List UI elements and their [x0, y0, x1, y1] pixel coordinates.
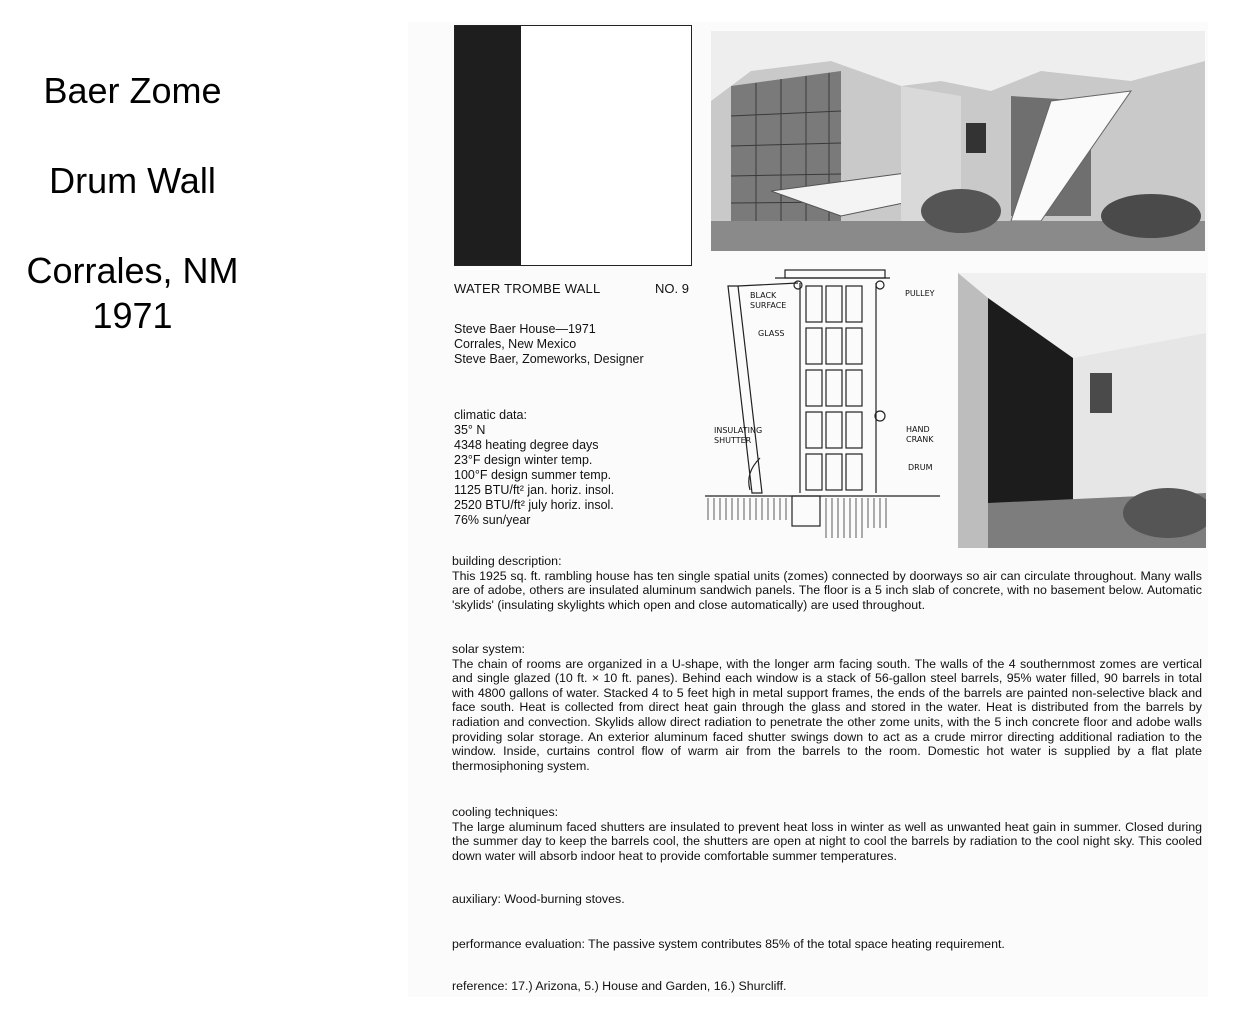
solar-system — [452, 642, 1202, 773]
label-shutter-2: SHUTTER — [714, 436, 752, 445]
slide-title-location: Corrales, NM — [26, 250, 239, 291]
solar-system-heading: solar system: — [452, 642, 525, 656]
reference-line: reference: 17.) Arizona, 5.) House and Garden, 16.) Shurcliff. — [452, 979, 787, 993]
label-black-surface-2: SURFACE — [750, 301, 787, 310]
climatic-item: 2520 BTU/ft² july horiz. insol. — [454, 498, 614, 512]
label-crank-2: CRANK — [906, 435, 934, 444]
building-description-text: This 1925 sq. ft. rambling house has ten single spatial units (zomes) connected by doorways so air can circulate throughout. Many walls are of adobe, others are insulated aluminum sandwich panels. The floor is a 5 inch slab of concrete, with no basement below. Automatic 'skylids' (insulating skylights which open and close automatically) are used throughout. — [452, 568, 1202, 612]
performance-line: performance evaluation: The passive system contributes 85% of the total space heating requirement. — [452, 937, 1005, 951]
sheet-number: NO. 9 — [655, 281, 689, 296]
credit-line: Steve Baer, Zomeworks, Designer — [454, 352, 644, 366]
label-glass: GLASS — [758, 329, 785, 338]
symbol-dark-bar — [455, 26, 521, 265]
trombe-wall-symbol — [454, 25, 692, 266]
cooling-techniques-text: The large aluminum faced shutters are insulated to prevent heat loss in winter as well as unwanted heat gain in summer. Closed during the summer day to keep the barrels cool, the shutters are open at night to cool the barrels by radiation to the cool night sky. This cooled down water will absorb indoor heat to provide comfortable summer temperatures. — [452, 819, 1202, 863]
label-drum: DRUM — [908, 463, 933, 472]
climatic-data-heading: climatic data: — [454, 408, 527, 422]
house-exterior-photo — [711, 31, 1205, 251]
climatic-item: 35° N — [454, 423, 486, 437]
climatic-item: 100°F design summer temp. — [454, 468, 612, 482]
cooling-techniques-heading: cooling techniques: — [452, 805, 559, 819]
slide-title-year: 1971 — [92, 295, 173, 336]
project-credits — [454, 322, 644, 367]
label-shutter-1: INSULATING — [714, 426, 763, 435]
credit-line: Corrales, New Mexico — [454, 337, 577, 351]
sheet-title: WATER TROMBE WALL — [454, 281, 601, 296]
label-crank-1: HAND — [906, 425, 930, 434]
slide-title-block — [0, 68, 265, 338]
label-black-surface-1: BLACK — [750, 291, 777, 300]
climatic-item: 1125 BTU/ft² jan. horiz. insol. — [454, 483, 615, 497]
climatic-item: 23°F design winter temp. — [454, 453, 593, 467]
solar-system-text: The chain of rooms are organized in a U-shape, with the longer arm facing south. The walls of the 4 southernmost zomes are vertical and single glazed (10 ft. × 10 ft. panes). Behind each window is a stack of 56-gallon steel barrels, 95% water filled, 90 barrels in total with 4800 gallons of water. Stacked 4 to 5 feet high in metal support frames, the ends of the barrels are painted non-selective black and face south. Heat is collected from direct heat gain through the glass and stored in the water. Heat is distributed from the barrels by radiation and convection. Skylids allow direct radiation to penetrate the other zome units, with the 5 inch concrete floor and adobe walls providing solar storage. An exterior aluminum faced shutter swings down to act as a crude mirror directing additional radiation to the window. Inside, curtains control flow of warm air from the barrels to the room. Domestic hot water is supplied by a flat plate thermosiphoning system. — [452, 656, 1202, 773]
auxiliary-line: auxiliary: Wood-burning stoves. — [452, 892, 625, 906]
climatic-data — [454, 408, 614, 528]
slide-title-name: Baer Zome — [43, 70, 222, 111]
building-description-heading: building description: — [452, 554, 562, 568]
building-description — [452, 554, 1202, 612]
credit-line: Steve Baer House—1971 — [454, 322, 596, 336]
slide-title-subtitle: Drum Wall — [49, 160, 216, 201]
drum-wall-section-diagram — [700, 258, 950, 548]
climatic-item: 4348 heating degree days — [454, 438, 599, 452]
climatic-item: 76% sun/year — [454, 513, 531, 527]
cooling-techniques — [452, 805, 1202, 863]
drum-wall-photo — [958, 273, 1206, 548]
label-pulley: PULLEY — [905, 289, 935, 298]
